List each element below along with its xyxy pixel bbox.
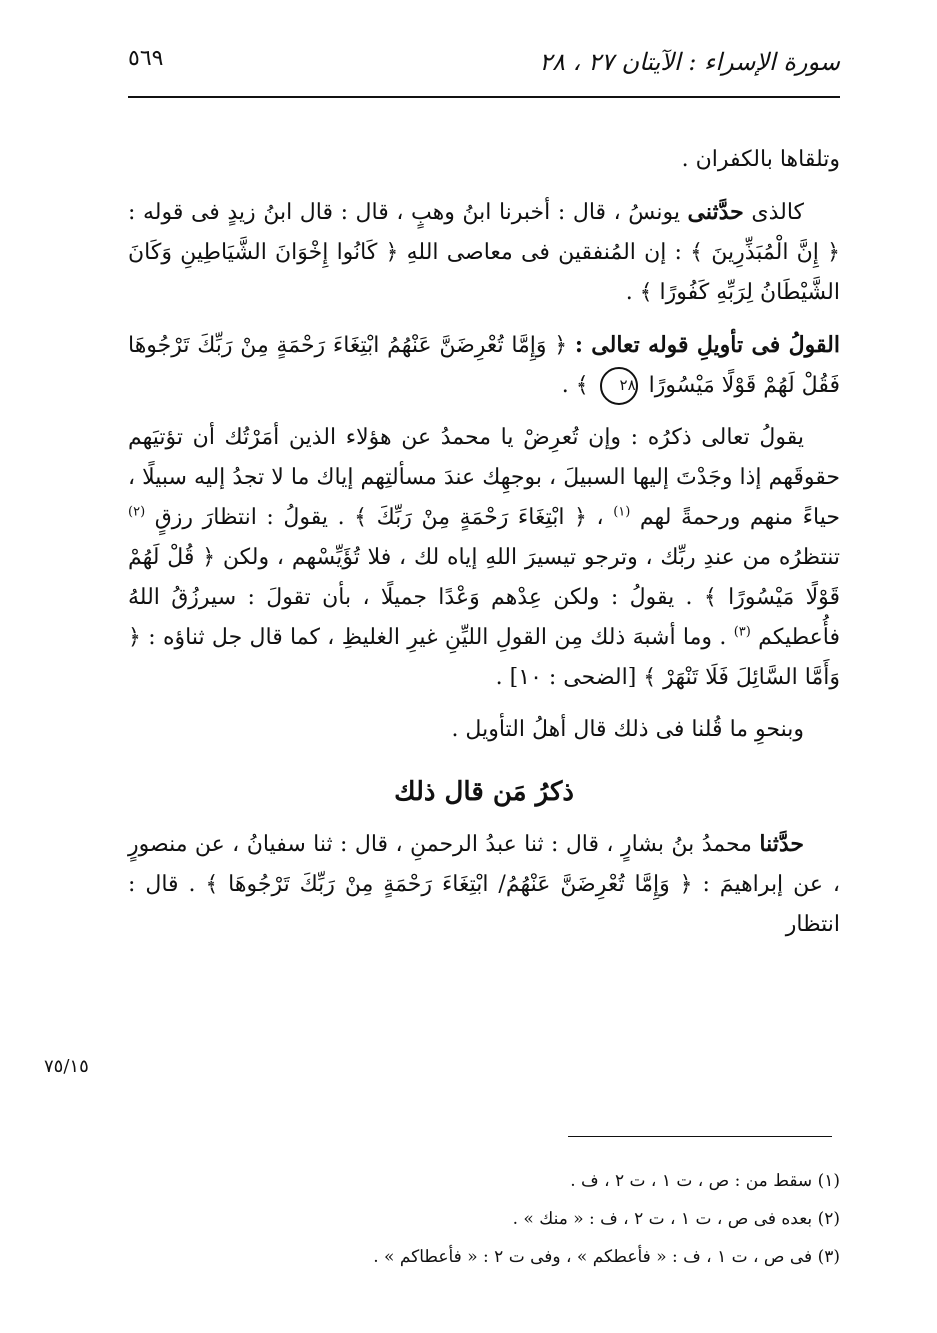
paragraph-6 <box>128 824 840 945</box>
paragraph-4-text: يقولُ تعالى ذكرُه : وإن تُعرِضْ يا محمدُ عن هؤلاء الذين أمَرْتُك أن تؤتيَهم حقوقَهم إذا وجَدْتَ إليها السبيلَ ، بوجهِك عندَ مسألتِهم إياك ما لا تجدُ إليه سبيلًا ، حياءً منهم ورحمةً لهم <box>128 425 840 530</box>
footnote-ref-1[interactable]: (١) <box>613 504 631 520</box>
paragraph-4-rest: تنتظرُه من عندِ ربِّك ، وترجو تيسيرَ اللهِ إياه لك ، فلا تُؤَيِّسْهم ، ولكن ﴿ قُلْ لَهُمْ قَوْلًا مَيْسُورًا ﴾ . يقولُ : ولكن عِدْهم وَعْدًا جميلًا ، بأن تقولَ : سيرزُقُ اللهُ فأُعطيكم <box>128 545 840 650</box>
paragraph-2-lead: حدَّثنى <box>687 199 744 225</box>
paragraph-4 <box>128 418 840 698</box>
footnote-ref-2[interactable]: (٢) <box>128 504 146 520</box>
main-text <box>128 140 840 945</box>
paragraph-2-text: كالذى حدَّثنى يونسُ ، قال : أخبرنا ابنُ وهبٍ ، قال : قال ابنُ زيدٍ فى قوله : ﴿ إِنَّ الْمُبَذِّرِينَ ﴾ : إن المُنفقين فى معاصى اللهِ ﴿ كَانُوا إِخْوَانَ الشَّيَاطِينِ وَكَانَ الشَّيْطَانُ لِرَبِّهِ كَفُورًا ﴾ . <box>128 199 840 305</box>
paragraph-1 <box>128 140 840 180</box>
paragraph-5 <box>128 710 840 750</box>
ayah-number-marker: ٢٨ <box>600 367 638 405</box>
paragraph-4-end: . وما أشبهَ ذلك مِن القولِ الليِّنِ غيرِ الغليظِ ، كما قال جل ثناؤه : ﴿ وَأَمَّا السَّائِلَ فَلَا تَنْهَرْ ﴾ [الضحى : ١٠] . <box>128 625 840 690</box>
margin-reference: ٧٥/١٥ <box>44 1056 89 1077</box>
footnote-divider <box>568 1136 832 1137</box>
footnotes <box>128 1162 840 1276</box>
paragraph-6-lead: حدَّثنا <box>759 831 805 857</box>
paragraph-3 <box>128 325 840 406</box>
paragraph-1-text: وتلقاها بالكفران . <box>681 147 840 172</box>
footnote-3: (٣) فى ص ، ت ١ ، ف : « فأعطكم » ، وفى ت ٢ : « فأعطاكم » . <box>373 1247 840 1267</box>
paragraph-4-mid: ، ﴿ ابْتِغَاءَ رَحْمَةٍ مِنْ رَبِّكَ ﴾ . يقولُ : انتظارَ رزقٍ <box>154 505 604 530</box>
paragraph-5-text: وبنحوِ ما قُلنا فى ذلك قال أهلُ التأويل . <box>451 717 804 742</box>
footnote-ref-3[interactable]: (٣) <box>733 624 751 640</box>
section-heading: ذكرُ مَن قال ذلك <box>394 777 574 807</box>
page-number: ٥٦٩ <box>128 46 164 71</box>
footnote-1: (١) سقط من : ص ، ت ١ ، ت ٢ ، ف . <box>570 1171 840 1191</box>
paragraph-3-tail: ﴾ . <box>561 373 589 398</box>
running-header <box>128 40 840 98</box>
header-title: سورة الإسراء : الآيتان ٢٧ ، ٢٨ <box>539 48 840 76</box>
paragraph-6-text: محمدُ بنُ بشارٍ ، قال : ثنا عبدُ الرحمنِ ، قال : ثنا سفيانُ ، عن منصورٍ ، عن إبراهيمَ : ﴿ وَإِمَّا تُعْرِضَنَّ عَنْهُمُ/ ابْتِغَاءَ رَحْمَةٍ مِنْ رَبِّكَ تَرْجُوهَا ﴾ . قال : انتظار <box>128 832 840 937</box>
paragraph-3-lead: القولُ فى تأويلِ قوله تعالى : <box>574 332 840 358</box>
paragraph-2 <box>128 192 840 313</box>
footnote-2: (٢) بعده فى ص ، ت ١ ، ت ٢ ، ف : « منك » . <box>512 1209 840 1229</box>
paragraph-3-verse: ﴿ وَإِمَّا تُعْرِضَنَّ عَنْهُمُ ابْتِغَاءَ رَحْمَةٍ مِنْ رَبِّكَ تَرْجُوهَا فَقُلْ لَهُمْ قَوْلًا مَيْسُورًا <box>128 333 840 398</box>
